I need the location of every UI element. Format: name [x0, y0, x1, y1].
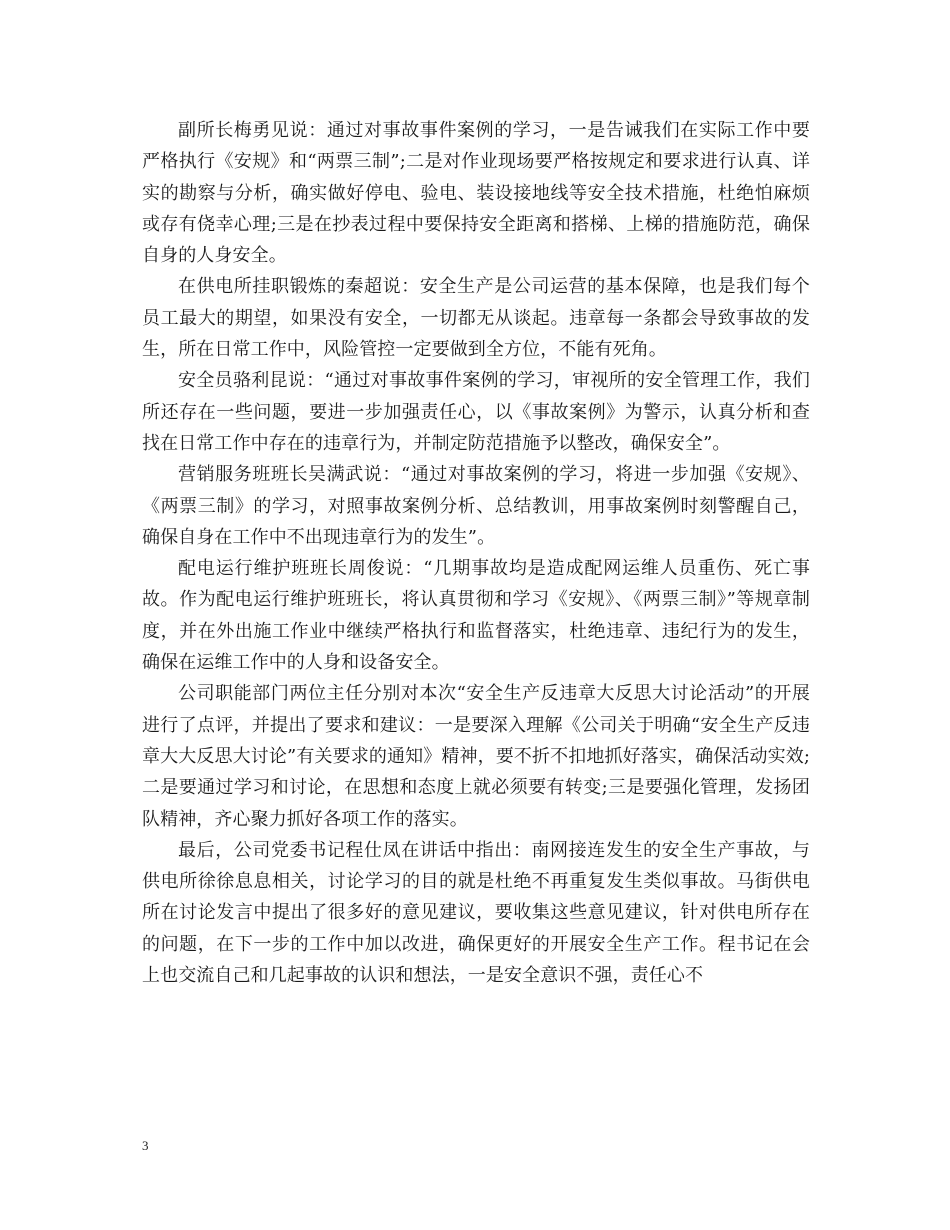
- paragraph-marketing-leader-remarks: 营销服务班班长吴满武说：“通过对事故案例的学习，将进一步加强《安规》、《两票三制》的学习，对照事故案例分析、总结教训，用事故案例时刻警醒自己，确保自身在工作中不出现违章行为的发生”。: [142, 464, 810, 548]
- paragraph-qin-chao-remarks: 在供电所挂职锻炼的秦超说：安全生产是公司运营的基本保障，也是我们每个员工最大的期望，如果没有安全，一切都无从谈起。违章每一条都会导致事故的发生，所在日常工作中，风险管控一定要做到全方位，不能有死角。: [142, 276, 810, 361]
- paragraph-distribution-leader-remarks: 配电运行维护班班长周俊说：“几期事故均是造成配网运维人员重伤、死亡事故。作为配电运行维护班班长，将认真贯彻和学习《安规》、《两票三制》”等规章制度，并在外出施工作业中继续严格执行和监督落实，杜绝违章、违纪行为的发生，确保在运维工作中的人身和设备安全。: [142, 558, 810, 674]
- paragraph-party-secretary-speech: 最后，公司党委书记程仕凤在讲话中指出：南网接连发生的安全生产事故，与供电所徐徐息息相关，讨论学习的目的就是杜绝不再重复发生类似事故。马街供电所在讨论发言中提出了很多好的意见建议，要收集这些意见建议，针对供电所存在的问题，在下一步的工作中加以改进，确保更好的开展安全生产工作。程书记在会上也交流自己和几起事故的认识和想法，一是安全意识不强，责任心不: [142, 839, 810, 987]
- document-body: [142, 115, 810, 991]
- page-number: 3: [142, 1138, 149, 1153]
- paragraph-department-directors-comments: 公司职能部门两位主任分别对本次“安全生产反违章大反思大讨论活动”的开展进行了点评，并提出了要求和建议：一是要深入理解《公司关于明确“安全生产反违章大大反思大讨论”有关要求的通知》精神，要不折不扣地抓好落实，确保活动实效;二是要通过学习和讨论，在思想和态度上就必须要有转变;三是要强化管理，发扬团队精神，齐心聚力抓好各项工作的落实。: [142, 683, 810, 830]
- paragraph-deputy-director-remarks: 副所长梅勇见说：通过对事故事件案例的学习，一是告诫我们在实际工作中要严格执行《安规》和“两票三制”;二是对作业现场要严格按规定和要求进行认真、详实的勘察与分析，确实做好停电、验电、装设接地线等安全技术措施，杜绝怕麻烦或存有侥幸心理;三是在抄表过程中要保持安全距离和搭梯、上梯的措施防范，确保自身的人身安全。: [142, 120, 810, 267]
- paragraph-safety-officer-remarks: 安全员骆利昆说：“通过对事故事件案例的学习，审视所的安全管理工作，我们所还存在一些问题，要进一步加强责任心，以《事故案例》为警示，认真分析和查找在日常工作中存在的违章行为，并制定防范措施予以整改，确保安全”。: [142, 370, 810, 454]
